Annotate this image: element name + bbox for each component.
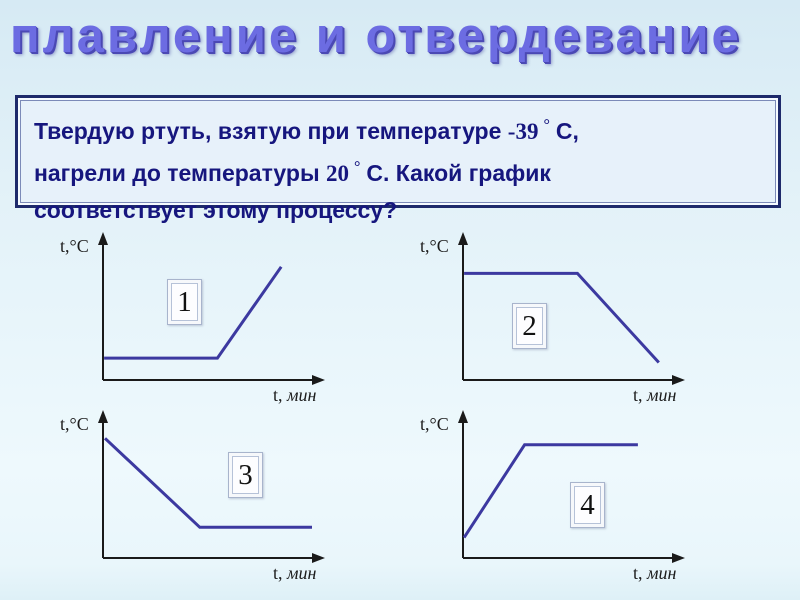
x-axis-label: t, мин [273,563,317,583]
degree-symbol: ° [543,117,550,134]
question-line-3: соответствует этому процессу? [34,196,398,223]
y-axis-arrow-icon [98,410,108,423]
x-axis-arrow-icon [672,375,685,385]
answer-choice-4[interactable]: 4 [570,482,605,528]
degree-symbol: ° [353,158,361,176]
x-axis-arrow-icon [672,553,685,563]
graph-1 [58,228,330,413]
temperature-curve-2 [464,273,659,362]
x-axis-arrow-icon [312,553,325,563]
y-axis-label: t,°C [420,414,449,434]
x-axis-label: t, мин [633,563,677,583]
x-axis-label: t, мин [273,385,317,405]
answer-choice-3[interactable]: 3 [228,452,263,498]
question-box [15,95,781,223]
y-axis-label: t,°C [420,236,449,256]
question-line-2: нагрели до температуры 20 ° С. Какой график [34,150,764,192]
graph-2 [418,228,690,413]
y-axis-label: t,°C [60,414,89,434]
y-axis-arrow-icon [98,232,108,245]
answer-choice-1[interactable]: 1 [167,279,202,325]
y-axis-arrow-icon [458,410,468,423]
graph-4 [418,406,690,591]
x-axis-label: t, мин [633,385,677,405]
temperature-curve-3 [105,438,312,527]
slide-title: плавление и отвердевание [10,9,742,63]
graph-3 [58,406,330,591]
x-axis-arrow-icon [312,375,325,385]
question-line-1: Твердую ртуть, взятую при температуре -39 ° С, [34,108,764,150]
y-axis-label: t,°C [60,236,89,256]
answer-choice-2[interactable]: 2 [512,303,547,349]
temperature-curve-4 [464,445,638,538]
y-axis-arrow-icon [458,232,468,245]
